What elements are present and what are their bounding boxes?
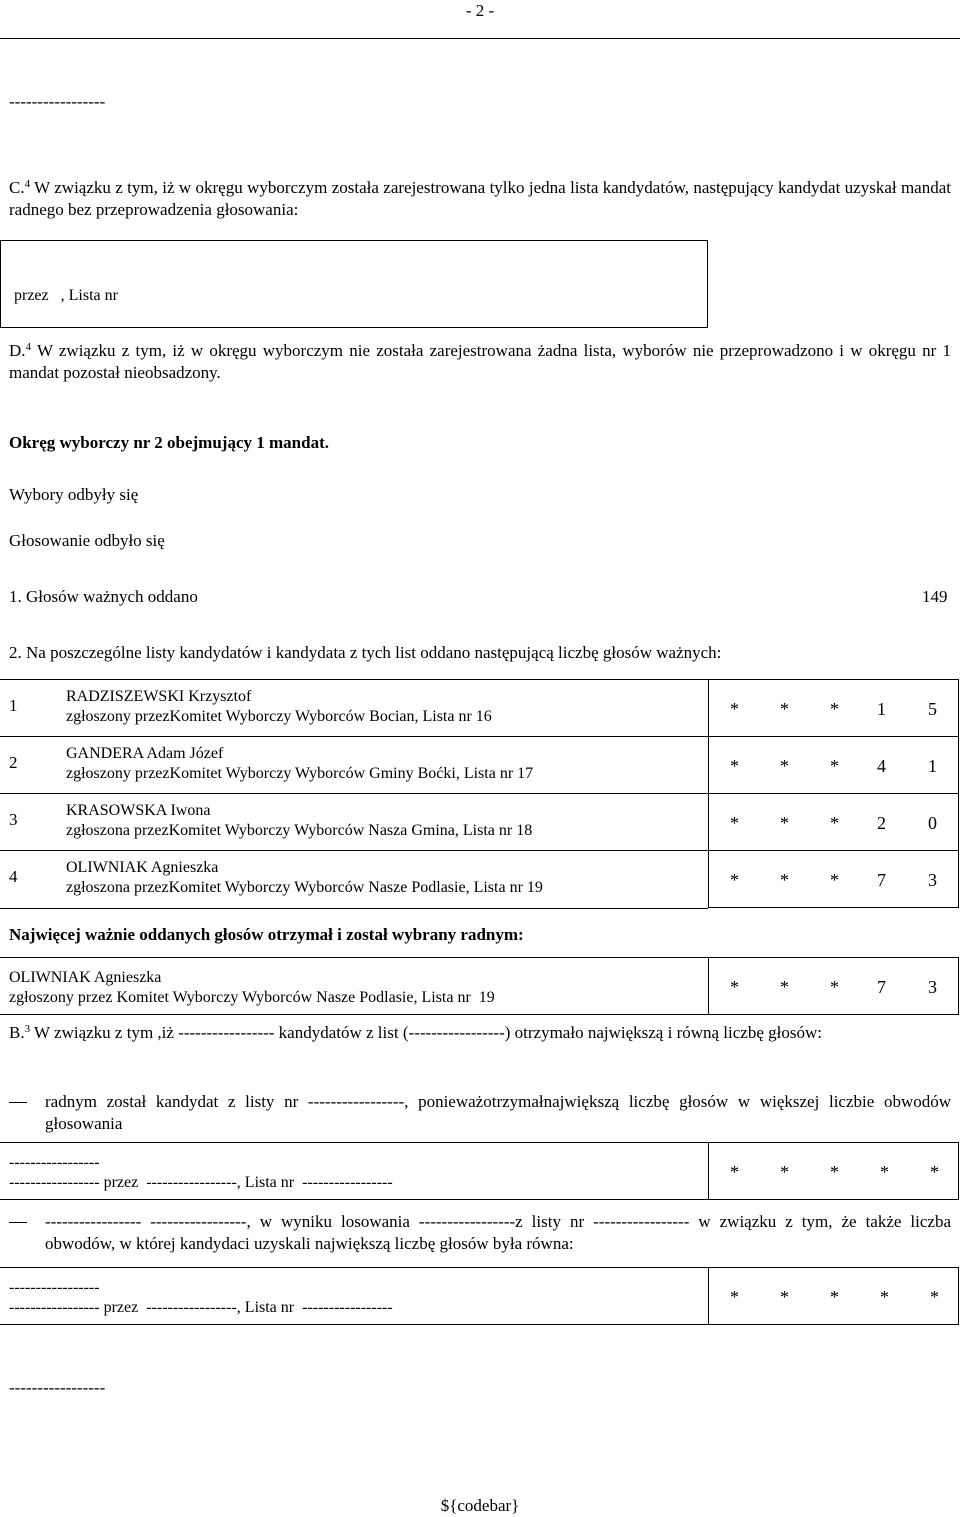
vote-digit: *: [880, 1287, 889, 1307]
tie-candidate-info: [9, 1153, 393, 1193]
vote-digit: 3: [928, 870, 937, 890]
vote-digit: *: [830, 870, 839, 890]
valid-votes-value: 149: [922, 587, 948, 606]
voting-held: Głosowanie odbyło się: [9, 531, 165, 550]
candidate-info: [66, 744, 533, 784]
tie-row-1: [0, 1142, 960, 1200]
vote-digit: *: [780, 977, 789, 997]
winner-name: OLIWNIAK Agnieszka: [9, 969, 162, 986]
vote-digits: [709, 870, 960, 892]
vote-digit: *: [780, 1287, 789, 1307]
winner-info: [9, 968, 495, 1008]
bullet-1-text: radnym został kandydat z listy nr -----------------, ponieważotrzymałnajwiększą liczbę głosów w większej liczbie obwodów głosowania: [45, 1092, 951, 1133]
vote-digit: 4: [877, 756, 886, 776]
vote-count-box: [708, 793, 959, 851]
winner-row: [0, 957, 960, 1015]
candidate-name: GANDERA Adam Józef: [66, 745, 224, 762]
table-row: [0, 679, 960, 736]
vote-digit: 3: [928, 977, 937, 997]
vote-count-box: [708, 736, 959, 794]
section-b-text: W związku z tym ,iż ----------------- kandydatów z list (-----------------) otrzymało największą i równą liczbę głosów:: [34, 1023, 822, 1042]
lists-intro: 2. Na poszczególne listy kandydatów i kandydata z tych list oddano następującą liczbę głosów ważnych:: [9, 643, 722, 662]
vote-digit: 7: [877, 870, 886, 890]
vote-digit: 0: [928, 813, 937, 833]
page-number: - 2 -: [465, 1, 495, 20]
table-rule: [0, 908, 708, 909]
section-b-paragraph: [9, 1022, 951, 1044]
section-d-text: W związku z tym, iż w okręgu wyborczym nie została zarejestrowana żadna lista, wyborów nie przeprowadzono i w okręgu nr 1 mandat pozostał nieobsadzony.: [9, 341, 951, 382]
candidate-name: RADZISZEWSKI Krzysztof: [66, 688, 252, 705]
vote-digit: 1: [877, 699, 886, 719]
vote-digit: 5: [928, 699, 937, 719]
bullet-dash: [9, 1222, 27, 1223]
vote-digit: 7: [877, 977, 886, 997]
section-c-paragraph: [9, 177, 951, 221]
candidates-table: [0, 679, 960, 909]
header-rule: [0, 38, 960, 39]
vote-digit: *: [730, 813, 739, 833]
tie-row-2: [0, 1267, 960, 1325]
vote-digit: 2: [877, 813, 886, 833]
vote-digit: *: [880, 1162, 889, 1182]
candidate-number: 1: [9, 696, 18, 715]
tie-candidate-info: [9, 1278, 393, 1318]
winner-heading: Najwięcej ważnie oddanych głosów otrzymał i został wybrany radnym:: [9, 925, 524, 944]
candidate-number: 2: [9, 753, 18, 772]
table-row: [0, 850, 960, 907]
vote-digit: *: [730, 699, 739, 719]
candidate-number: 4: [9, 867, 18, 886]
valid-votes-label: 1. Głosów ważnych oddano: [9, 587, 198, 606]
vote-digit: *: [930, 1287, 939, 1307]
vote-digit: *: [780, 699, 789, 719]
vote-digit: *: [730, 977, 739, 997]
winner-bottom-rule: [0, 1014, 708, 1015]
tie-vote-box: [708, 1142, 959, 1200]
winner-detail: zgłoszony przez Komitet Wyborczy Wyborców Nasze Podlasie, Lista nr 19: [9, 989, 495, 1006]
candidate-detail: zgłoszony przezKomitet Wyborczy Wyborców Bocian, Lista nr 16: [66, 708, 492, 725]
vote-digit: *: [780, 870, 789, 890]
vote-digit: *: [730, 1287, 739, 1307]
dashes-bottom: -----------------: [9, 1378, 106, 1397]
winner-vote-box: [708, 957, 959, 1015]
vote-digit: 1: [928, 756, 937, 776]
candidate-info: [66, 858, 543, 898]
vote-digit: *: [780, 756, 789, 776]
candidate-name: KRASOWSKA Iwona: [66, 802, 211, 819]
section-d-footnote-ref: 4: [25, 341, 32, 353]
tie-candidate-line2: ----------------- przez -----------------, Lista nr -----------------: [9, 1299, 393, 1316]
candidate-name: OLIWNIAK Agnieszka: [66, 859, 219, 876]
table-row: [0, 736, 960, 793]
tie-candidate-line1: -----------------: [9, 1279, 100, 1296]
vote-digit: *: [830, 813, 839, 833]
vote-count-box: [708, 850, 959, 908]
elections-held: Wybory odbyły się: [9, 485, 139, 504]
vote-digit: *: [830, 699, 839, 719]
candidate-number: 3: [9, 810, 18, 829]
vote-digit: *: [830, 756, 839, 776]
tie-row-rule: [0, 1199, 708, 1200]
vote-digit: *: [780, 1162, 789, 1182]
vote-digits: [709, 756, 960, 778]
vote-digit: *: [830, 977, 839, 997]
candidate-detail: zgłoszona przezKomitet Wyborczy Wyborców Nasze Podlasie, Lista nr 19: [66, 879, 543, 896]
section-d-letter: D.: [9, 341, 26, 360]
tie-row-rule: [0, 1267, 708, 1268]
section-c-footnote-ref: 4: [24, 178, 31, 190]
vote-digit: *: [830, 1162, 839, 1182]
winner-top-rule: [0, 957, 708, 958]
vote-count-box: [708, 679, 959, 737]
dashes-top: -----------------: [9, 92, 106, 111]
vote-digit: *: [930, 1162, 939, 1182]
tie-row-rule: [0, 1142, 708, 1143]
candidate-detail: zgłoszona przezKomitet Wyborczy Wyborców Nasza Gmina, Lista nr 18: [66, 822, 533, 839]
vote-digit: *: [780, 813, 789, 833]
candidate-info: [66, 687, 492, 727]
section-d-paragraph: [9, 340, 951, 384]
vote-digits: [709, 977, 960, 999]
section-c-box-text: przez , Lista nr: [14, 287, 118, 304]
section-c-text: W związku z tym, iż w okręgu wyborczym została zarejestrowana tylko jedna lista kandydatów, następujący kandydat uzyskał mandat radnego bez przeprowadzenia głosowania:: [9, 178, 951, 219]
section-c-candidate-box: [0, 240, 708, 328]
vote-digits: [709, 699, 960, 721]
vote-digit: *: [730, 870, 739, 890]
section-b-letter: B.: [9, 1023, 25, 1042]
vote-digit: *: [730, 1162, 739, 1182]
codebar-placeholder: ${codebar}: [440, 1496, 520, 1515]
bullet-2-text: ----------------- -----------------, w wyniku losowania -----------------z listy nr ----------------- w związku z tym, że także liczba obwodów, w której kandydaci uzyskali największą liczbę głosów była równa:: [45, 1212, 951, 1253]
vote-digits: [709, 1287, 960, 1309]
vote-digits: [709, 813, 960, 835]
candidate-detail: zgłoszony przezKomitet Wyborczy Wyborców Gminy Boćki, Lista nr 17: [66, 765, 534, 782]
tie-row-rule: [0, 1324, 708, 1325]
bullet-dash: [9, 1102, 27, 1103]
vote-digit: *: [830, 1287, 839, 1307]
vote-digit: *: [730, 756, 739, 776]
section-b-footnote-ref: 3: [24, 1023, 31, 1035]
district-heading: Okręg wyborczy nr 2 obejmujący 1 mandat.: [9, 433, 329, 452]
tie-candidate-line2: ----------------- przez -----------------, Lista nr -----------------: [9, 1174, 393, 1191]
section-c-letter: C.: [9, 178, 25, 197]
tie-vote-box: [708, 1267, 959, 1325]
candidate-info: [66, 801, 532, 841]
tie-candidate-line1: -----------------: [9, 1154, 100, 1171]
vote-digits: [709, 1162, 960, 1184]
table-row: [0, 793, 960, 850]
